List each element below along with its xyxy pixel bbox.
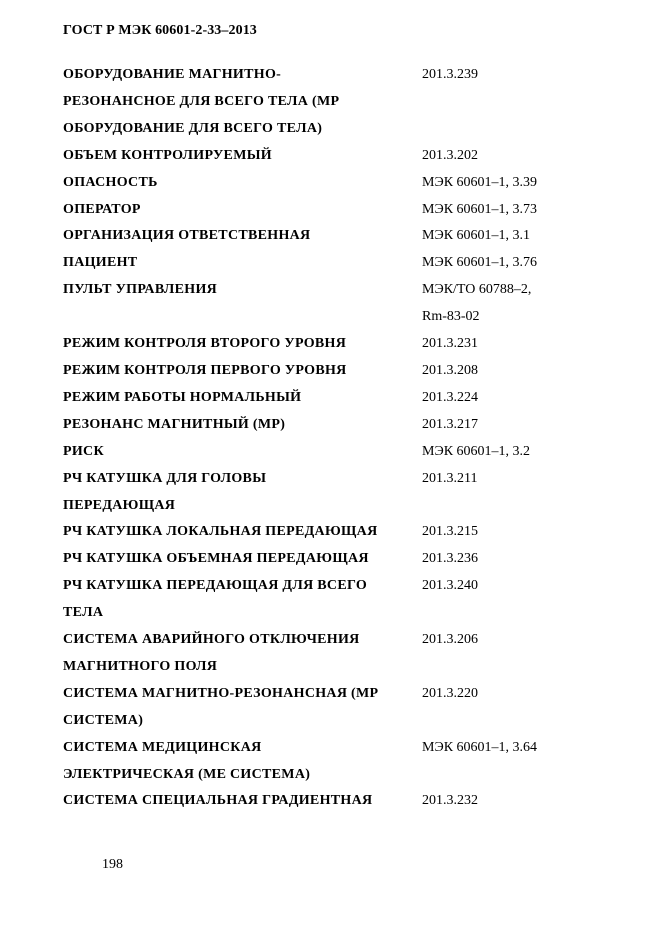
index-entry bbox=[63, 331, 623, 358]
index-reference: 201.3.208 bbox=[422, 362, 478, 378]
index-term: РЧ КАТУШКА ПЕРЕДАЮЩАЯ ДЛЯ ВСЕГО ТЕЛА bbox=[63, 578, 368, 621]
document-header: ГОСТ Р МЭК 60601-2-33–2013 bbox=[63, 23, 257, 38]
index-reference: МЭК 60601–1, 3.39 bbox=[422, 174, 538, 190]
index-reference: 201.3.220 bbox=[422, 685, 478, 701]
index-term: ОПЕРАТОР bbox=[63, 201, 141, 217]
index-term: СИСТЕМА МАГНИТНО-РЕЗОНАНСНАЯ (МР СИСТЕМА) bbox=[63, 685, 379, 728]
index-entry bbox=[63, 385, 623, 412]
index-term: ОБОРУДОВАНИЕ МАГНИТНО- РЕЗОНАНСНОЕ ДЛЯ ВСЕГО ТЕЛА (МР ОБОРУДОВАНИЕ ДЛЯ ВСЕГО ТЕЛА) bbox=[63, 67, 340, 136]
index-term: ПУЛЬТ УПРАВЛЕНИЯ bbox=[63, 282, 218, 298]
index-reference: МЭК 60601–1, 3.76 bbox=[422, 255, 538, 271]
index-reference: 201.3.240 bbox=[422, 578, 478, 594]
index-entry bbox=[63, 681, 623, 735]
index-term: ОПАСНОСТЬ bbox=[63, 174, 158, 190]
index-term: РЕЖИМ КОНТРОЛЯ ПЕРВОГО УРОВНЯ bbox=[63, 362, 347, 378]
index-entry bbox=[63, 573, 623, 627]
index-term: РЧ КАТУШКА ОБЪЕМНАЯ ПЕРЕДАЮЩАЯ bbox=[63, 551, 369, 567]
index-term: РЧ КАТУШКА ДЛЯ ГОЛОВЫ ПЕРЕДАЮЩАЯ bbox=[63, 470, 267, 513]
index-reference: 201.3.217 bbox=[422, 416, 478, 432]
index-term: СИСТЕМА АВАРИЙНОГО ОТКЛЮЧЕНИЯ МАГНИТНОГО ПОЛЯ bbox=[63, 632, 360, 674]
index-reference: МЭК 60601–1, 3.64 bbox=[422, 739, 538, 755]
index-reference: МЭК 60601–1, 3.73 bbox=[422, 201, 538, 217]
index-term: РЕЖИМ КОНТРОЛЯ ВТОРОГО УРОВНЯ bbox=[63, 336, 347, 352]
index-reference: 201.3.224 bbox=[422, 389, 478, 405]
index-term: ОРГАНИЗАЦИЯ ОТВЕТСТВЕННАЯ bbox=[63, 228, 311, 244]
index-reference: МЭК/ТО 60788–2, Rm-83-02 bbox=[422, 282, 532, 325]
index-term: ОБЪЕМ КОНТРОЛИРУЕМЫЙ bbox=[63, 147, 272, 163]
index-entry bbox=[63, 627, 623, 681]
index-entry bbox=[63, 466, 623, 520]
index-entry bbox=[63, 358, 623, 385]
index-term: РИСК bbox=[63, 443, 104, 459]
index-entry bbox=[63, 197, 623, 224]
index-term: РЕЗОНАНС МАГНИТНЫЙ (МР) bbox=[63, 416, 286, 432]
index-entry bbox=[63, 735, 623, 789]
index-reference: 201.3.206 bbox=[422, 632, 478, 648]
index-reference: 201.3.215 bbox=[422, 524, 478, 540]
index-entry bbox=[63, 439, 623, 466]
index-term: РЕЖИМ РАБОТЫ НОРМАЛЬНЫЙ bbox=[63, 389, 302, 405]
index-reference: 201.3.231 bbox=[422, 336, 478, 352]
index-entry bbox=[63, 62, 623, 143]
index-reference: 201.3.202 bbox=[422, 147, 478, 163]
index-reference: 201.3.236 bbox=[422, 551, 478, 567]
index-entry bbox=[63, 788, 623, 815]
index-entry bbox=[63, 519, 623, 546]
index-term: СИСТЕМА МЕДИЦИНСКАЯ ЭЛЕКТРИЧЕСКАЯ (МЕ СИСТЕМА) bbox=[63, 739, 311, 782]
term-index-list bbox=[63, 62, 623, 815]
index-entry bbox=[63, 546, 623, 573]
index-term: СИСТЕМА СПЕЦИАЛЬНАЯ ГРАДИЕНТНАЯ bbox=[63, 793, 373, 809]
page-number: 198 bbox=[102, 857, 123, 872]
index-reference: 201.3.232 bbox=[422, 793, 478, 809]
index-entry bbox=[63, 277, 623, 331]
index-entry bbox=[63, 143, 623, 170]
index-reference: 201.3.239 bbox=[422, 67, 478, 82]
index-reference: МЭК 60601–1, 3.2 bbox=[422, 443, 531, 459]
index-entry bbox=[63, 250, 623, 277]
index-entry bbox=[63, 412, 623, 439]
index-term: РЧ КАТУШКА ЛОКАЛЬНАЯ ПЕРЕДАЮЩАЯ bbox=[63, 524, 378, 540]
index-entry bbox=[63, 170, 623, 197]
index-reference: 201.3.211 bbox=[422, 470, 478, 486]
index-entry bbox=[63, 223, 623, 250]
index-term: ПАЦИЕНТ bbox=[63, 255, 138, 271]
index-reference: МЭК 60601–1, 3.1 bbox=[422, 228, 531, 244]
